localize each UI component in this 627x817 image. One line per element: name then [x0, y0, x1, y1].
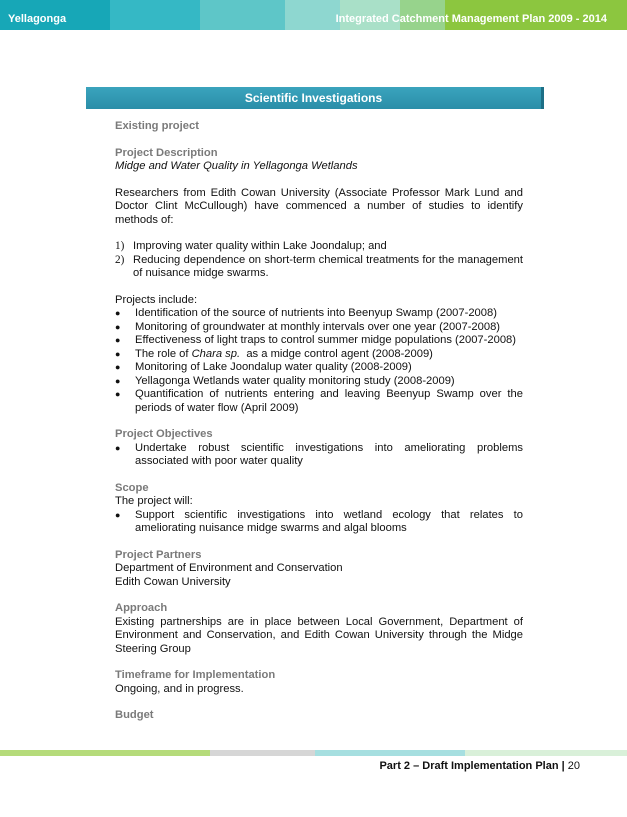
- bullet-icon: ●: [115, 442, 121, 453]
- objectives-list: [115, 442, 523, 469]
- timeframe-text: Ongoing, and in progress.: [115, 682, 244, 695]
- existing-project-label: Existing project: [115, 120, 199, 132]
- partner-line: Department of Environment and Conservation: [115, 562, 343, 574]
- bullet-icon: ●: [115, 321, 121, 332]
- approach-text: Existing partnerships are in place between Local Government, Department of Environment and Conservation, and Edith Cowan University through the Midge Steering Group: [115, 615, 523, 655]
- list-item: 2) Reducing dependence on short-term chemical treatments for the management of nuisance midge swarms.: [115, 253, 523, 279]
- bullet-icon: ●: [115, 348, 121, 359]
- list-item: ● Yellagonga Wetlands water quality monitoring study (2008-2009): [115, 374, 455, 387]
- projects-label: Projects include:: [115, 293, 198, 306]
- bullet-icon: ●: [115, 335, 121, 345]
- bullet-icon: ●: [115, 509, 121, 520]
- page-footer: [379, 760, 580, 772]
- footer-label: Part 2 – Draft Implementation Plan |: [379, 760, 565, 772]
- scope-intro: The project will:: [115, 495, 193, 507]
- list-item: ● The role of Chara sp. as a midge control agent (2008-2009): [115, 347, 433, 360]
- list-item: ● Undertake robust scientific investigations into ameliorating problems associated with poor water quality: [115, 441, 523, 467]
- methods-list: [115, 240, 523, 281]
- scope-heading: Scope: [115, 481, 149, 494]
- list-item: ● Effectiveness of light traps to control summer midge populations (2007-2008): [115, 334, 516, 346]
- list-item: 1) Improving water quality within Lake Joondalup; and: [115, 240, 387, 252]
- list-item: ● Support scientific investigations into wetland ecology that relates to ameliorating nuisance midge swarms and algal blooms: [115, 508, 523, 534]
- document-body: [115, 120, 523, 723]
- bullet-icon: ●: [115, 362, 121, 372]
- bullet-icon: ●: [115, 375, 121, 386]
- objectives-heading: Project Objectives: [115, 428, 213, 440]
- projects-list: [115, 307, 523, 415]
- project-intro: Researchers from Edith Cowan University (Associate Professor Mark Lund and Doctor Clint McCullough) have commenced a number of studies to identify methods of:: [115, 186, 523, 226]
- approach-heading: Approach: [115, 602, 168, 614]
- partner-line: Edith Cowan University: [115, 575, 231, 588]
- budget-heading: Budget: [115, 709, 154, 721]
- list-item: ● Identification of the source of nutrients into Beenyup Swamp (2007-2008): [115, 307, 497, 319]
- list-item: ● Monitoring of Lake Joondalup water quality (2008-2009): [115, 361, 412, 373]
- page-number: 20: [567, 760, 580, 772]
- list-item: ● Quantification of nutrients entering and leaving Beenyup Swamp over the periods of water flow (April 2009): [115, 388, 523, 414]
- timeframe-heading: Timeframe for Implementation: [115, 669, 276, 681]
- project-subtitle: Midge and Water Quality in Yellagonga Wetlands: [115, 160, 358, 172]
- section-banner: Scientific Investigations: [86, 87, 544, 109]
- bullet-icon: ●: [115, 308, 121, 318]
- plan-title: Integrated Catchment Management Plan 2009 - 2014: [335, 13, 607, 25]
- scope-list: [115, 509, 523, 536]
- list-item: ● Monitoring of groundwater at monthly intervals over one year (2007-2008): [115, 320, 501, 333]
- partners-heading: Project Partners: [115, 548, 202, 561]
- brand-name: Yellagonga: [8, 13, 67, 25]
- footer-color-bar: [0, 750, 627, 756]
- project-description-heading: Project Description: [115, 146, 218, 159]
- bullet-icon: ●: [115, 389, 121, 399]
